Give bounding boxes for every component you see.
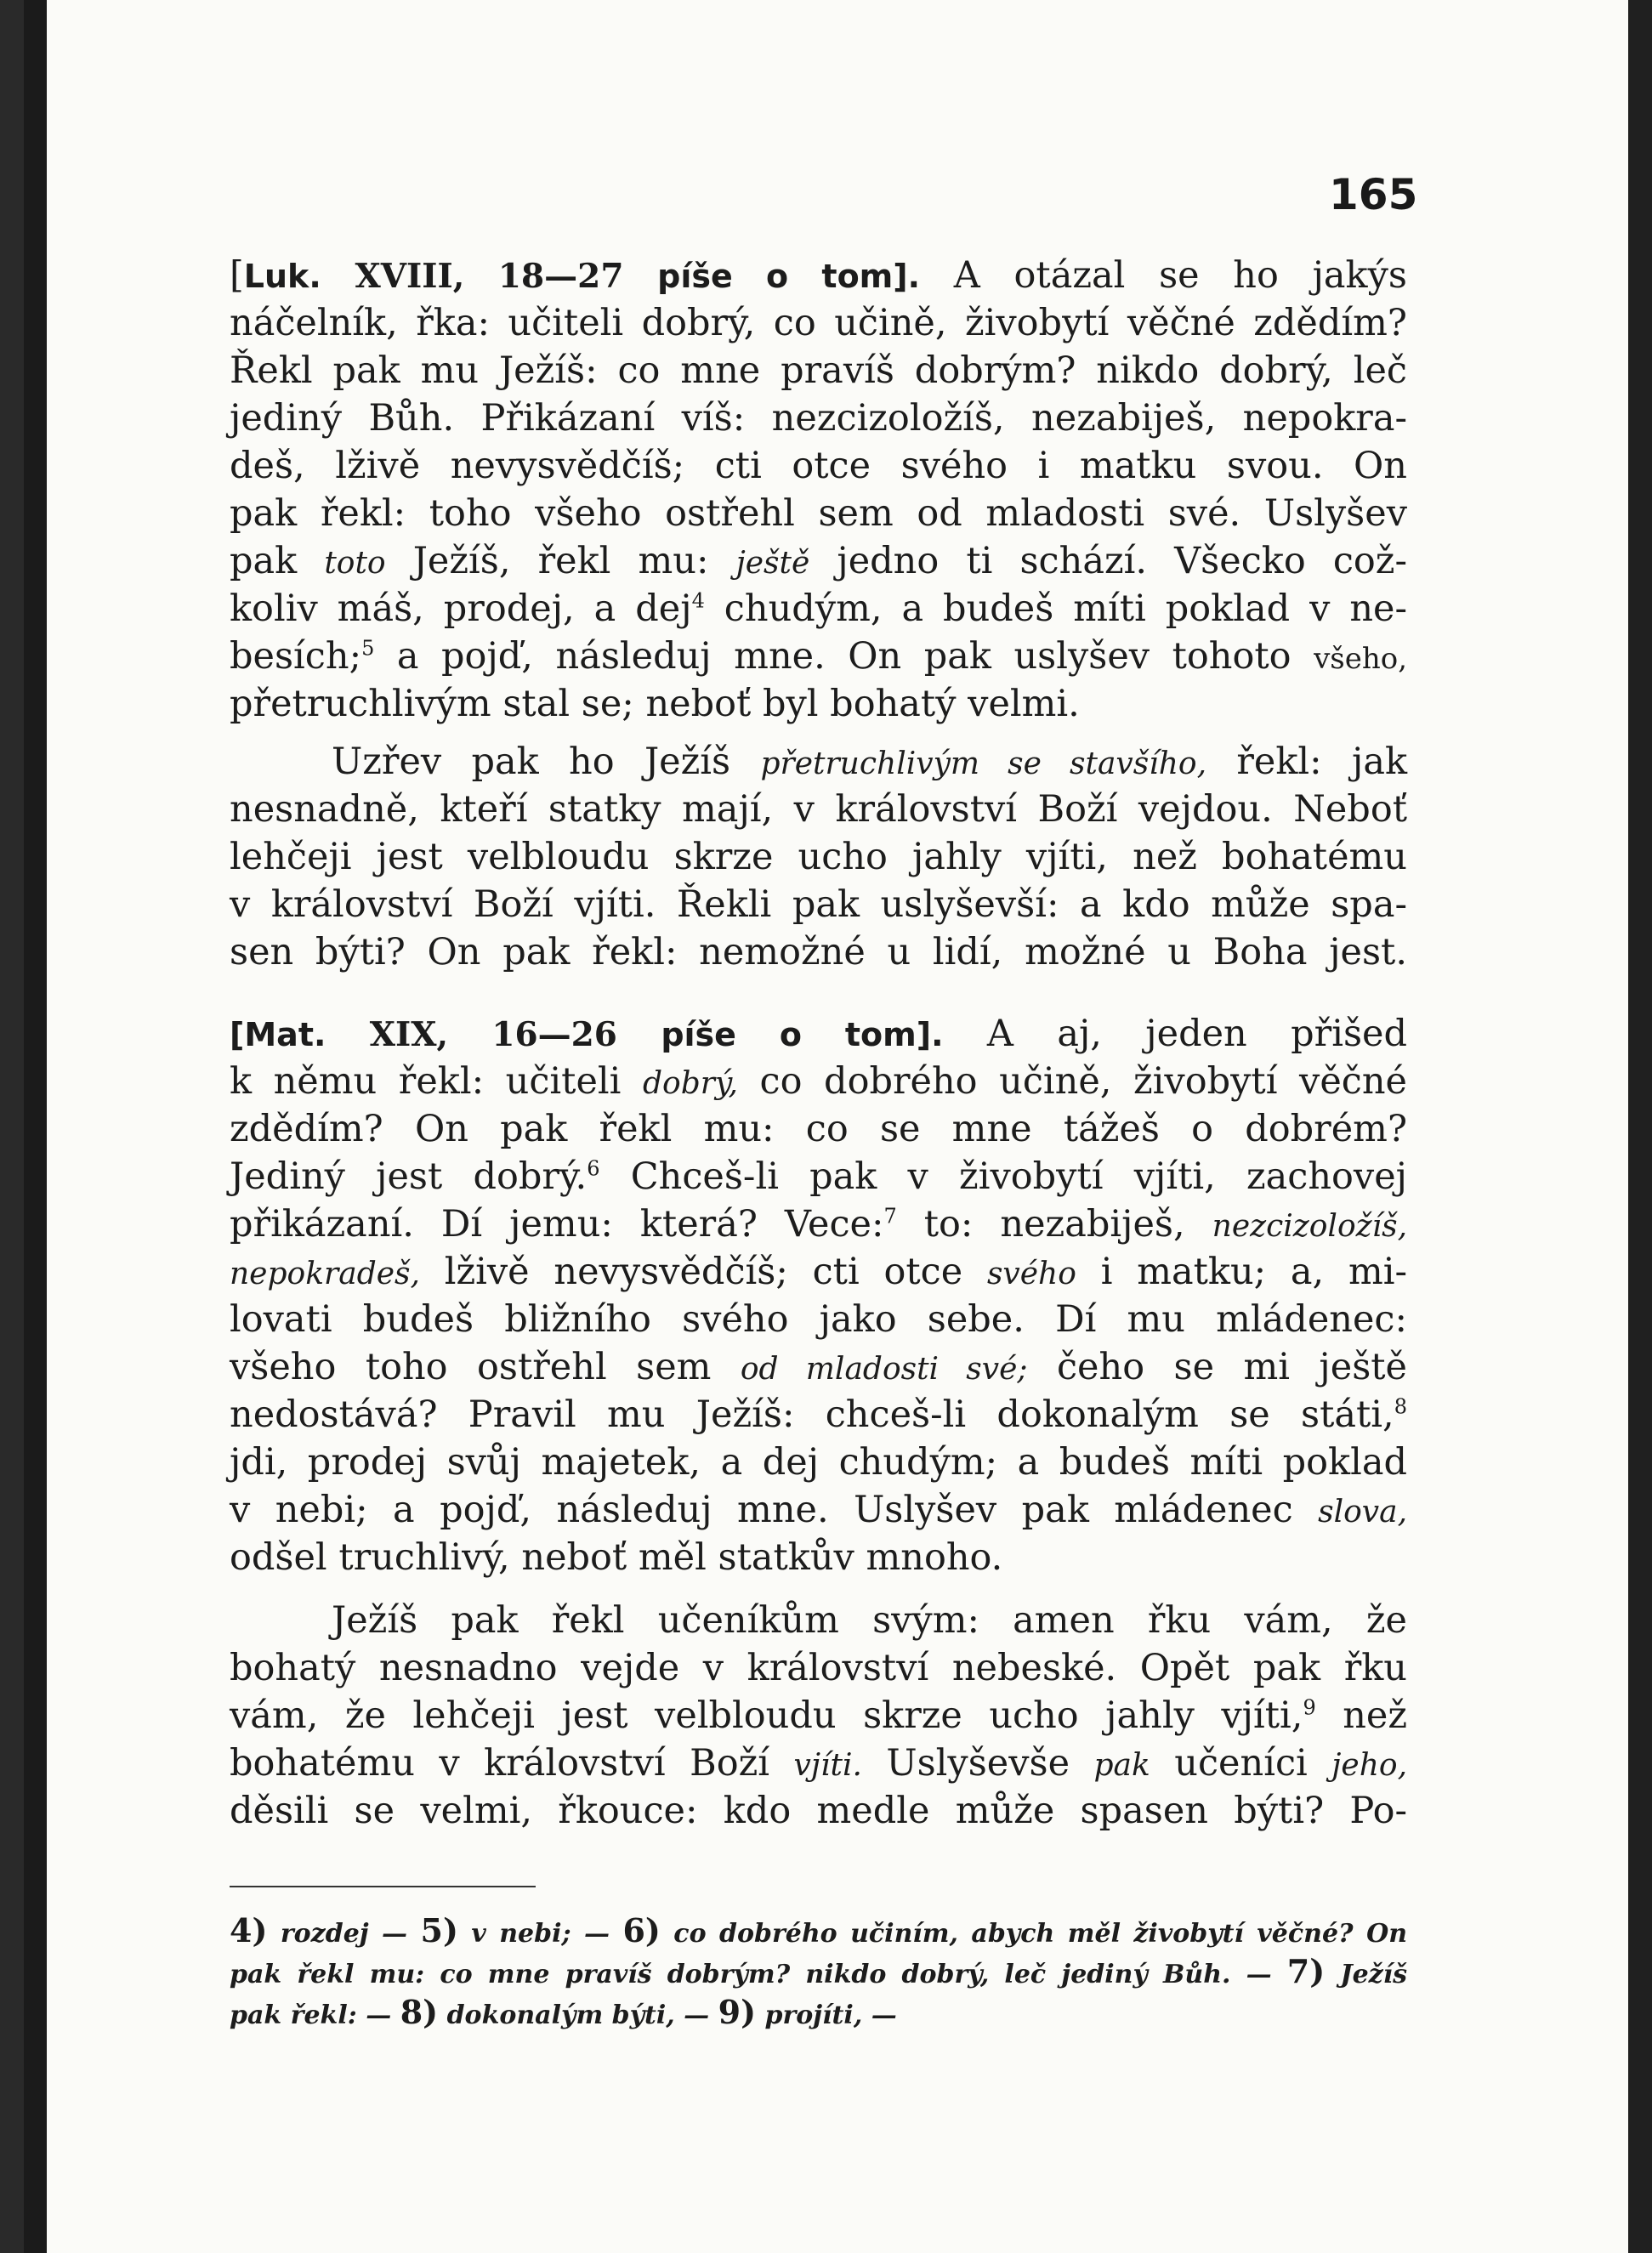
text-line: odšel truchlivý, neboť měl statkův mnoho.: [230, 1536, 1003, 1579]
added-word: toto: [324, 546, 386, 581]
text-line: deš, lživě nevysvědčíš; cti otce svého i matku svou. On: [230, 445, 1407, 487]
added-phrase: od mladosti své;: [740, 1352, 1028, 1387]
text-line: nesnadně, kteří statky mají, v království Boží vejdou. Neboť: [230, 788, 1407, 831]
gospel-reference-note: píše o tom].: [657, 258, 921, 295]
text-line: přetruchlivým stal se; neboť byl bohatý velmi.: [230, 683, 1080, 725]
gospel-reference: XIX, 16—26: [369, 1015, 617, 1054]
text-line: vám, že lehčeji jest velbloudu skrze ucho jahly vjíti,$^9$ než: [230, 1694, 1408, 1737]
footnote-number: 7): [1286, 1952, 1326, 1990]
added-word: slova,: [1318, 1495, 1408, 1529]
footnote-marker: 4: [691, 588, 705, 613]
text-line: všeho toho ostřehl sem od mladosti své; čeho se mi ještě: [230, 1346, 1407, 1388]
text-line: Uzřev pak ho Ježíš přetruchlivým se stavšího, řekl: jak: [332, 741, 1408, 783]
text-line: [Luk. XVIII, 18—27 píše o tom]. A otázal se ho jakýs: [230, 254, 1407, 297]
text-line: bohatému v království Boží vjíti. Uslyševše pak učeníci jeho,: [230, 1742, 1408, 1785]
footnote-marker: 5: [361, 636, 375, 661]
text-line: v království Boží vjíti. Řekli pak uslyševší: a kdo může spa-: [230, 883, 1407, 926]
text-line: lehčeji jest velbloudu skrze ucho jahly vjíti, než bohatému: [230, 836, 1407, 878]
text-line: v nebi; a pojď, následuj mne. Uslyšev pak mládenec slova,: [230, 1489, 1408, 1531]
text-line: [Mat. XIX, 16—26 píše o tom]. A aj, jeden přišed: [230, 1013, 1407, 1055]
footnote-marker: 7: [883, 1204, 897, 1229]
text-line: jdi, prodej svůj majetek, a dej chudým; a budeš míti poklad: [230, 1441, 1407, 1484]
text-line: náčelník, řka: učiteli dobrý, co učině, živobytí věčné zdědím?: [230, 302, 1407, 344]
text-line: jediný Bůh. Přikázaní víš: nezcizoložíš, nezabiješ, nepokra-: [230, 397, 1407, 440]
text-line: nedostává? Pravil mu Ježíš: chceš-li dokonalým se státi,$^8$: [230, 1393, 1407, 1436]
text-line: Řekl pak mu Ježíš: co mne pravíš dobrým? nikdo dobrý, leč: [230, 349, 1407, 392]
added-word: nepokradeš,: [230, 1257, 420, 1291]
text-line: Jediný jest dobrý.$^6$ Chceš-li pak v živobytí vjíti, zachovej: [230, 1155, 1407, 1198]
text-line: pak toto Ježíš, řekl mu: ještě jedno ti schází. Všecko což-: [230, 540, 1407, 582]
added-phrase: přetruchlivým se stavšího,: [760, 746, 1207, 781]
footnote-line: pak řekl mu: co mne pravíš dobrým? nikdo dobrý, leč jediný Bůh. — 7) Ježíš: [230, 1952, 1407, 1990]
added-word: pak: [1093, 1748, 1150, 1783]
text-line: pak řekl: toho všeho ostřehl sem od mladosti své. Uslyšev: [230, 492, 1407, 535]
text-line: Ježíš pak řekl učeníkům svým: amen řku vám, že: [332, 1599, 1407, 1642]
footnote-number: 8): [400, 1993, 439, 2031]
text-line: k němu řekl: učiteli dobrý, co dobrého učině, živobytí věčné: [230, 1060, 1407, 1103]
gospel-reference-book: Luk.: [243, 258, 321, 295]
gospel-reference-note: píše o tom].: [661, 1016, 944, 1053]
footnote-marker: 8: [1394, 1394, 1407, 1419]
footnote-line: pak řekl: — 8) dokonalým býti, — 9) projíti, —: [230, 1993, 897, 2031]
text-line: besích;$^5$ a pojď, následuj mne. On pak uslyšev tohoto všeho,: [230, 635, 1408, 678]
footnote-line: 4) rozdej — 5) v nebi; — 6) co dobrého učiním, abych měl živobytí věčné? On: [230, 1911, 1408, 1949]
added-word: vjíti.: [793, 1748, 862, 1783]
added-word: svého: [986, 1257, 1076, 1291]
text-line: zdědím? On pak řekl mu: co se mne tážeš o dobrém?: [230, 1108, 1407, 1150]
text-line: děsili se velmi, řkouce: kdo medle může spasen býti? Po-: [230, 1790, 1407, 1832]
added-word: nezcizoložíš,: [1212, 1209, 1408, 1244]
text-line: bohatý nesnadno vejde v království nebeské. Opět pak řku: [230, 1647, 1407, 1689]
scan-edge-left: [0, 0, 24, 2253]
text-line: nepokradeš, lživě nevysvědčíš; cti otce svého i matku; a, mi-: [230, 1251, 1408, 1293]
text-line: koliv máš, prodej, a dej$^4$ chudým, a budeš míti poklad v ne-: [230, 587, 1408, 630]
gospel-reference-book: [Mat.: [230, 1016, 326, 1053]
footnote-number: 9): [718, 1993, 757, 2031]
page-number: 165: [1329, 170, 1418, 219]
text-line: lovati budeš bližního svého jako sebe. Dí mu mládenec:: [230, 1298, 1407, 1341]
footnote-marker: 9: [1303, 1695, 1316, 1720]
footnote-number: 6): [622, 1911, 661, 1949]
gospel-reference: XVIII, 18—27: [355, 257, 624, 296]
footnote-number: 4): [230, 1911, 268, 1949]
text-line: přikázaní. Dí jemu: která? Vece:$^7$ to: nezabiješ, nezcizoložíš,: [230, 1203, 1408, 1246]
added-word: ještě: [735, 546, 810, 581]
text-line: sen býti? On pak řekl: nemožné u lidí, možné u Boha jest.: [230, 931, 1407, 973]
added-word: jeho,: [1331, 1748, 1408, 1783]
scan-edge-right: [1628, 0, 1652, 2253]
footnote-marker: 6: [587, 1156, 600, 1181]
added-word: dobrý,: [642, 1066, 738, 1101]
footnote-number: 5): [420, 1911, 458, 1949]
footnote-divider: [230, 1886, 536, 1887]
